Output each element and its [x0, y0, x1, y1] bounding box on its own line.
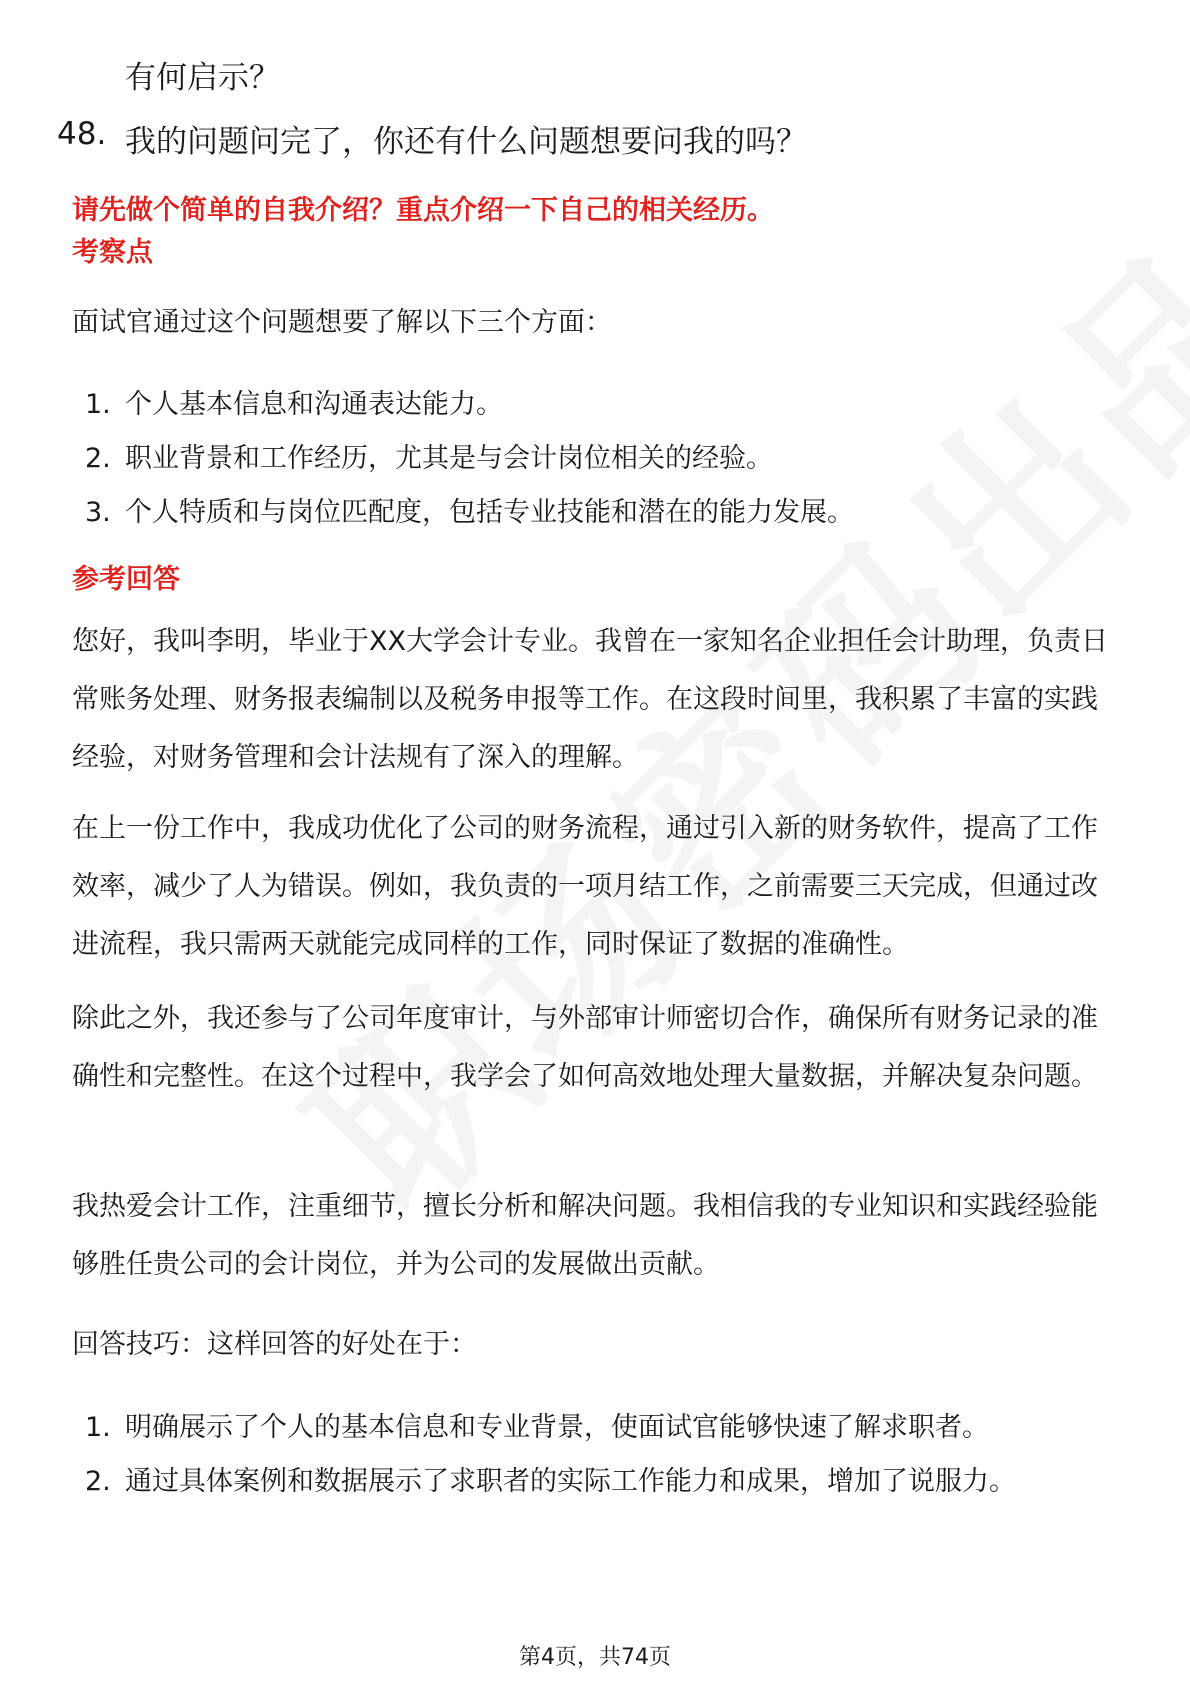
list-text: 明确展示了个人的基本信息和专业背景，使面试官能够快速了解求职者。	[125, 1412, 989, 1443]
question-text: 我的问题问完了，你还有什么问题想要问我的吗？	[125, 124, 807, 160]
focus-list-item	[85, 382, 503, 421]
list-text: 个人基本信息和沟通表达能力。	[125, 389, 503, 420]
tips-intro: 回答技巧：这样回答的好处在于：	[72, 1329, 477, 1360]
answer-paragraph: 您好，我叫李明，毕业于XX大学会计专业。我曾在一家知名企业担任会计助理，负责日常账务处理、财务报表编制以及税务申报等工作。在这段时间里，我积累了丰富的实践经验，对财务管理和会计法规有了深入的理解。	[72, 626, 1108, 773]
list-number: 1.	[85, 1412, 111, 1443]
list-text: 通过具体案例和数据展示了求职者的实际工作能力和成果，增加了说服力。	[125, 1466, 1016, 1497]
answer-paragraph: 我热爱会计工作，注重细节，擅长分析和解决问题。我相信我的专业知识和实践经验能够胜任贵公司的会计岗位，并为公司的发展做出贡献。	[72, 1191, 1098, 1280]
list-text: 个人特质和与岗位匹配度，包括专业技能和潜在的能力发展。	[125, 497, 854, 528]
list-number: 2.	[85, 1466, 111, 1497]
page-footer: 第4页，共74页	[519, 1645, 671, 1670]
question-number: 48.	[57, 116, 107, 152]
question-continuation: 有何启示？	[125, 60, 280, 96]
section-heading-answer: 参考回答	[72, 564, 180, 595]
list-number: 1.	[85, 389, 111, 420]
intro-question: 请先做个简单的自我介绍？重点介绍一下自己的相关经历。	[72, 195, 774, 226]
focus-intro: 面试官通过这个问题想要了解以下三个方面：	[72, 307, 612, 338]
answer-paragraph: 在上一份工作中，我成功优化了公司的财务流程，通过引入新的财务软件，提高了工作效率，减少了人为错误。例如，我负责的一项月结工作，之前需要三天完成，但通过改进流程，我只需两天就能完成同样的工作，同时保证了数据的准确性。	[72, 813, 1098, 960]
list-number: 3.	[85, 497, 111, 528]
focus-list-item	[85, 490, 854, 529]
tips-list-item	[85, 1459, 1016, 1498]
list-number: 2.	[85, 443, 111, 474]
answer-paragraph: 除此之外，我还参与了公司年度审计，与外部审计师密切合作，确保所有财务记录的准确性和完整性。在这个过程中，我学会了如何高效地处理大量数据，并解决复杂问题。	[72, 1003, 1098, 1092]
tips-list-item	[85, 1405, 989, 1444]
list-text: 职业背景和工作经历，尤其是与会计岗位相关的经验。	[125, 443, 773, 474]
focus-list-item	[85, 436, 773, 475]
section-heading-focus: 考察点	[72, 237, 153, 268]
